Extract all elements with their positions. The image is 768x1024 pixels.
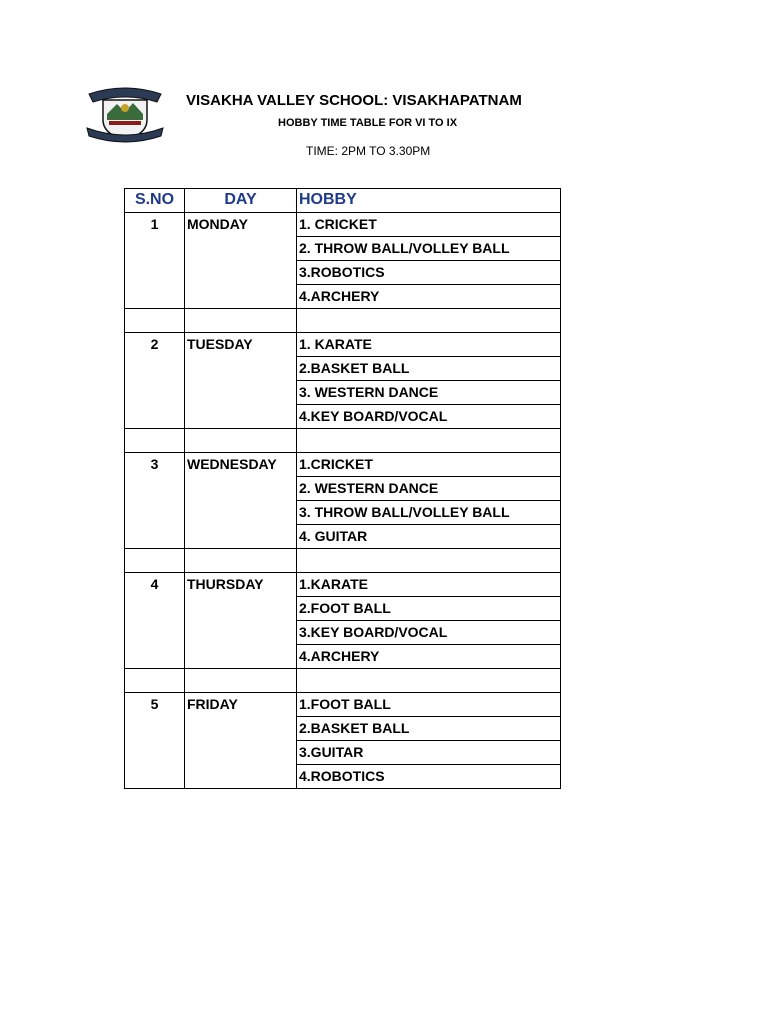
- hobby-cell: 4.ARCHERY: [297, 645, 561, 669]
- timetable-subtitle: HOBBY TIME TABLE FOR VI TO IX: [278, 117, 458, 129]
- sno-cell: 1: [125, 213, 185, 309]
- table-row: [125, 333, 561, 357]
- empty-cell: [185, 309, 297, 333]
- empty-cell: [185, 549, 297, 573]
- table-row: [125, 213, 561, 237]
- hobby-cell: 1.FOOT BALL: [297, 693, 561, 717]
- hobby-cell: 3.GUITAR: [297, 741, 561, 765]
- empty-cell: [125, 669, 185, 693]
- empty-cell: [125, 549, 185, 573]
- spacer-row: [125, 669, 561, 693]
- day-cell: THURSDAY: [185, 573, 297, 669]
- hobby-cell: 1. KARATE: [297, 333, 561, 357]
- hobby-cell: 1. CRICKET: [297, 213, 561, 237]
- hobby-cell: 2. THROW BALL/VOLLEY BALL: [297, 237, 561, 261]
- spacer-row: [125, 309, 561, 333]
- hobby-cell: 2. WESTERN DANCE: [297, 477, 561, 501]
- hobby-cell: 4. GUITAR: [297, 525, 561, 549]
- school-crest-logo: [85, 84, 165, 146]
- time-range: TIME: 2PM TO 3.30PM: [306, 144, 431, 158]
- empty-cell: [125, 309, 185, 333]
- empty-cell: [297, 669, 561, 693]
- sno-cell: 5: [125, 693, 185, 789]
- hobby-cell: 3.ROBOTICS: [297, 261, 561, 285]
- hobby-cell: 1.KARATE: [297, 573, 561, 597]
- spacer-row: [125, 549, 561, 573]
- empty-cell: [185, 429, 297, 453]
- day-cell: TUESDAY: [185, 333, 297, 429]
- hobby-cell: 4.ROBOTICS: [297, 765, 561, 789]
- hobby-timetable: [124, 188, 561, 789]
- empty-cell: [297, 549, 561, 573]
- hobby-cell: 3. WESTERN DANCE: [297, 381, 561, 405]
- hobby-cell: 4.ARCHERY: [297, 285, 561, 309]
- day-cell: WEDNESDAY: [185, 453, 297, 549]
- empty-cell: [185, 669, 297, 693]
- hobby-cell: 2.FOOT BALL: [297, 597, 561, 621]
- hobby-cell: 1.CRICKET: [297, 453, 561, 477]
- school-title: VISAKHA VALLEY SCHOOL: VISAKHAPATNAM: [186, 92, 522, 109]
- spacer-row: [125, 429, 561, 453]
- empty-cell: [297, 309, 561, 333]
- hobby-cell: 3.KEY BOARD/VOCAL: [297, 621, 561, 645]
- hobby-cell: 2.BASKET BALL: [297, 357, 561, 381]
- table-row: [125, 453, 561, 477]
- column-header-day: DAY: [185, 189, 297, 213]
- hobby-cell: 4.KEY BOARD/VOCAL: [297, 405, 561, 429]
- table-header-row: [125, 189, 561, 213]
- sno-cell: 2: [125, 333, 185, 429]
- sno-cell: 4: [125, 573, 185, 669]
- column-header-hobby: HOBBY: [297, 189, 561, 213]
- table-row: [125, 693, 561, 717]
- sno-cell: 3: [125, 453, 185, 549]
- day-cell: FRIDAY: [185, 693, 297, 789]
- day-cell: MONDAY: [185, 213, 297, 309]
- hobby-cell: 3. THROW BALL/VOLLEY BALL: [297, 501, 561, 525]
- empty-cell: [125, 429, 185, 453]
- empty-cell: [297, 429, 561, 453]
- hobby-cell: 2.BASKET BALL: [297, 717, 561, 741]
- table-row: [125, 573, 561, 597]
- column-header-sno: S.NO: [125, 189, 185, 213]
